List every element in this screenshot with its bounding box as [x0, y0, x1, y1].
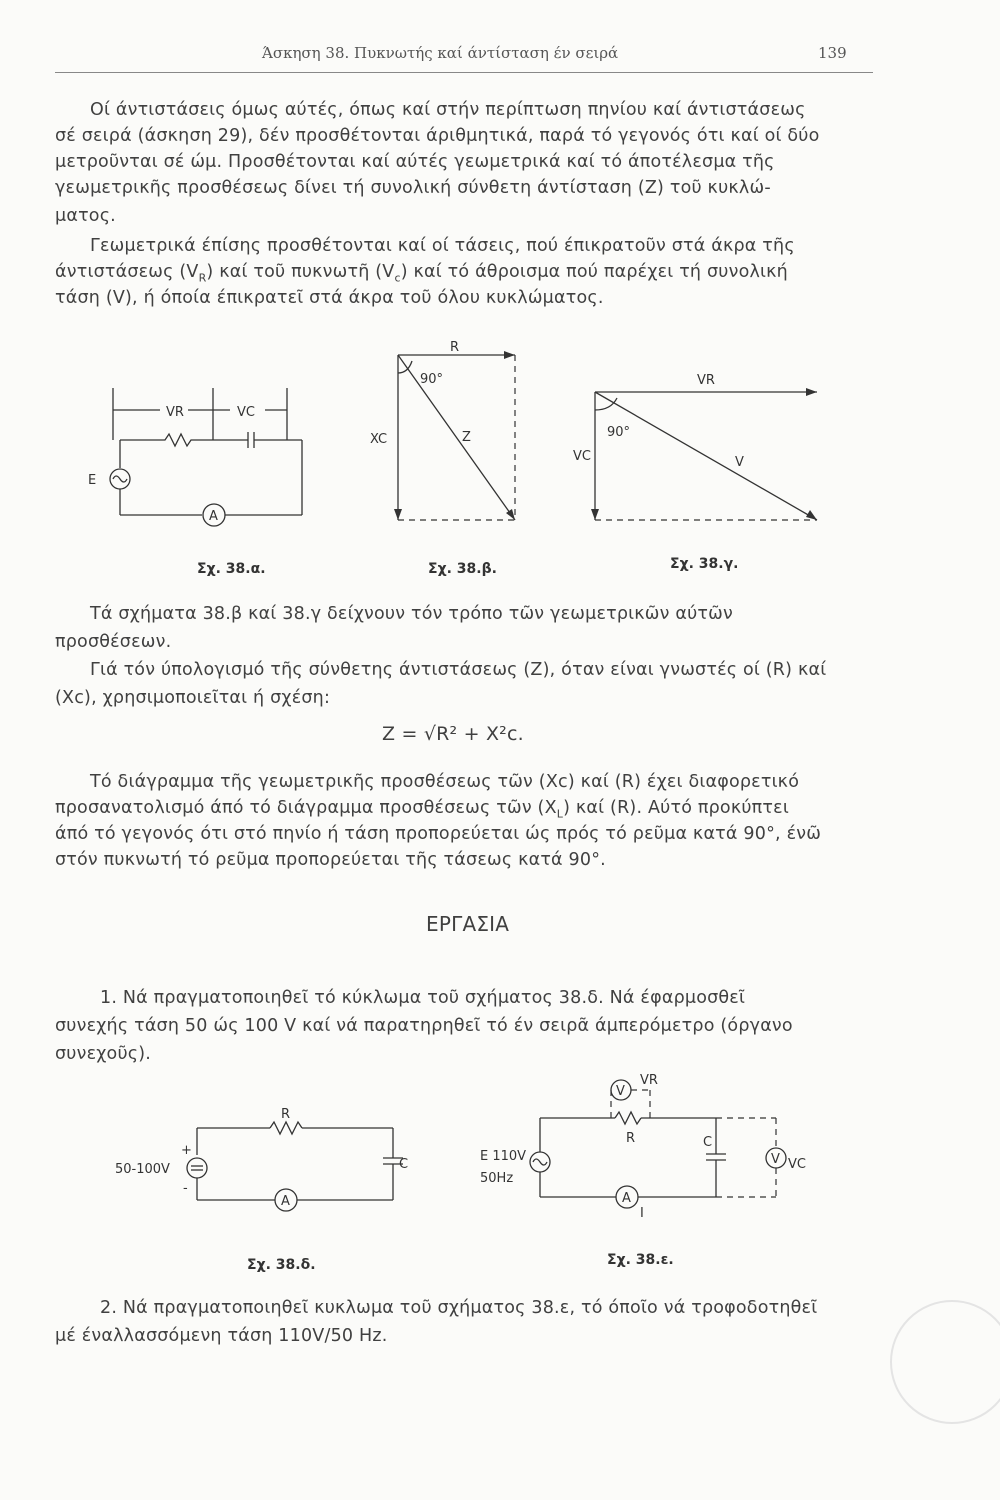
fig-b-caption: Σχ. 38.β. — [428, 561, 497, 577]
fig-d-caption: Σχ. 38.δ. — [247, 1257, 316, 1273]
fig-e-source-frequency: 50Hz — [480, 1171, 514, 1186]
p5-line2: προσανατολισμό άπό τό διάγραμμα προσθέσεως τῶν $(X_L)$ καί (R). Αύτό προκύπτει — [55, 798, 789, 821]
formula: Z = √R² + X²c. — [382, 723, 524, 745]
fig-c-vc-label: VC — [573, 449, 591, 464]
fig-a-resistor — [120, 434, 248, 446]
fig-e-c-label: C — [703, 1135, 713, 1150]
fig-c-angle-label: 90° — [607, 425, 631, 440]
p3-line2: προσθέσεων. — [55, 632, 172, 652]
fig-b-angle-label: 90° — [420, 372, 444, 387]
fig-b-xc-label: XC — [370, 432, 388, 447]
p1-line4: γεωμετρικῆς προσθέσεως δίνει τή συνολική σύνθετη άντίσταση (Z) τοῦ κυκλώ- — [55, 178, 771, 198]
figure-38c — [573, 370, 825, 530]
task2-line1: 2. Νά πραγματοποιηθεῖ κυκλωμα τοῦ σχήματος 38.ε, τό όποῖο νά τροφοδοτηθεῖ — [100, 1298, 818, 1318]
figure-38b — [370, 335, 530, 535]
p2-line3: τάση (V), ή όποία έπικρατεῖ στά άκρα τοῦ όλου κυκλώματος. — [55, 288, 604, 308]
fig-e-current-label: I — [640, 1206, 644, 1221]
fig-e-source-voltage: E 110V — [480, 1149, 527, 1164]
fig-c-v-label: V — [735, 455, 744, 470]
fig-e-r-label: R — [626, 1131, 636, 1146]
p4-line2: (Xc), χρησιμοποιεῖται ή σχέση: — [55, 688, 331, 708]
p5-line3: άπό τό γεγονός ότι στό πηνίο ή τάση προπορεύεται ώς πρός τό ρεῦμα κατά 90°, ένῶ — [55, 824, 822, 844]
fig-e-vr-label: VR — [640, 1073, 658, 1088]
p1-line1: Οί άντιστάσεις όμως αύτές, όπως καί στήν περίπτωση πηνίου καί άντιστάσεως — [90, 100, 806, 120]
fig-e-vc-v-label: V — [771, 1152, 780, 1167]
fig-a-caption: Σχ. 38.α. — [197, 561, 266, 577]
fig-a-e-label: E — [88, 473, 97, 488]
page-number: 139 — [818, 44, 847, 62]
fig-e-sine-icon — [533, 1159, 547, 1165]
fig-b-r-label: R — [450, 340, 460, 355]
fig-b-r-arrowhead — [504, 351, 515, 359]
fig-b-z-arrowhead — [506, 509, 515, 520]
fig-c-vc-arrowhead — [591, 509, 599, 520]
fig-d-source-symbol — [187, 1158, 207, 1178]
p2-line2: άντιστάσεως $(V_R)$ καί τοῦ πυκνωτῆ $(V_c)$ καί τό άθροισμα πού παρέχει τή συνολική — [55, 262, 788, 285]
fig-c-v-vector — [595, 392, 817, 520]
p1-line3: μετροῦνται σέ ώμ. Προσθέτονται καί αύτές γεωμετρικά καί τό άποτέλεσμα τῆς — [55, 152, 775, 172]
p1-line5: ματος. — [55, 206, 116, 226]
fig-c-vr-label: VR — [697, 373, 715, 388]
fig-d-r-label: R — [281, 1107, 291, 1122]
header-rule — [55, 72, 873, 73]
fig-a-ammeter-label: A — [209, 509, 218, 524]
figure-38a — [80, 380, 320, 540]
fig-c-v-arrowhead — [806, 510, 817, 520]
fig-b-z-vector — [398, 355, 515, 520]
fig-e-ammeter-label: A — [622, 1191, 631, 1206]
p5-line1: Τό διάγραμμα τῆς γεωμετρικῆς προσθέσεως τῶν (Xc) καί (R) έχει διαφορετικό — [90, 772, 800, 792]
fig-c-caption: Σχ. 38.γ. — [670, 556, 739, 572]
p3-line1: Τά σχήματα 38.β καί 38.γ δείχνουν τόν τρόπο τῶν γεωμετρικῶν αύτῶν — [90, 604, 733, 624]
p1-line2: σέ σειρά (άσκηση 29), δέν προσθέτονται άριθμητικά, παρά τό γεγονός ότι καί οί δύο — [55, 126, 820, 146]
task1-line1: 1. Νά πραγματοποιηθεῖ τό κύκλωμα τοῦ σχήματος 38.δ. Νά έφαρμοσθεῖ — [100, 988, 746, 1008]
figure-38e — [470, 1060, 820, 1220]
fig-b-z-label: Z — [462, 430, 471, 445]
fig-d-resistor — [270, 1122, 302, 1134]
fig-d-plus: + — [181, 1143, 192, 1158]
task2-line2: μέ έναλλασσόμενη τάση 110V/50 Hz. — [55, 1326, 388, 1346]
fig-e-vc-label: VC — [788, 1157, 806, 1172]
section-title: ΕΡΓΑΣΙΑ — [426, 912, 510, 936]
fig-c-vr-arrowhead — [806, 388, 817, 396]
fig-d-minus: - — [183, 1181, 188, 1196]
fig-e-resistor — [615, 1112, 641, 1124]
fig-d-c-label: C — [399, 1157, 409, 1172]
fig-d-ammeter-label: A — [281, 1194, 290, 1209]
fig-e-vr-v-label: V — [616, 1084, 625, 1099]
task1-line3: συνεχοῦς). — [55, 1044, 152, 1064]
task1-line2: συνεχής τάση 50 ώς 100 V καί νά παρατηρηθεῖ τό έν σειρᾶ άμπερόμετρο (όργανο — [55, 1016, 793, 1036]
library-stamp — [890, 1300, 1000, 1424]
fig-c-angle-arc — [595, 398, 617, 410]
fig-d-source-label: 50-100V — [115, 1162, 170, 1177]
p2-line1: Γεωμετρικά έπίσης προσθέτονται καί οί τάσεις, πού έπικρατοῦν στά άκρα τῆς — [90, 236, 795, 256]
fig-a-vr-label: VR — [166, 405, 184, 420]
p4-line1: Γιά τόν ύπολογισμό τῆς σύνθετης άντιστάσεως (Z), όταν είναι γνωστές οί (R) καί — [90, 660, 827, 680]
p5-line4: στόν πυκνωτή τό ρεῦμα προπορεύεται τῆς τάσεως κατά 90°. — [55, 850, 606, 870]
fig-a-sine-icon — [113, 476, 127, 482]
running-header-title: Άσκηση 38. Πυκνωτής καί άντίσταση έν σειρά — [262, 44, 619, 62]
fig-e-caption: Σχ. 38.ε. — [607, 1252, 674, 1268]
fig-b-xc-arrowhead — [394, 509, 402, 520]
figure-38d — [115, 1100, 415, 1230]
fig-a-vc-label: VC — [237, 405, 255, 420]
